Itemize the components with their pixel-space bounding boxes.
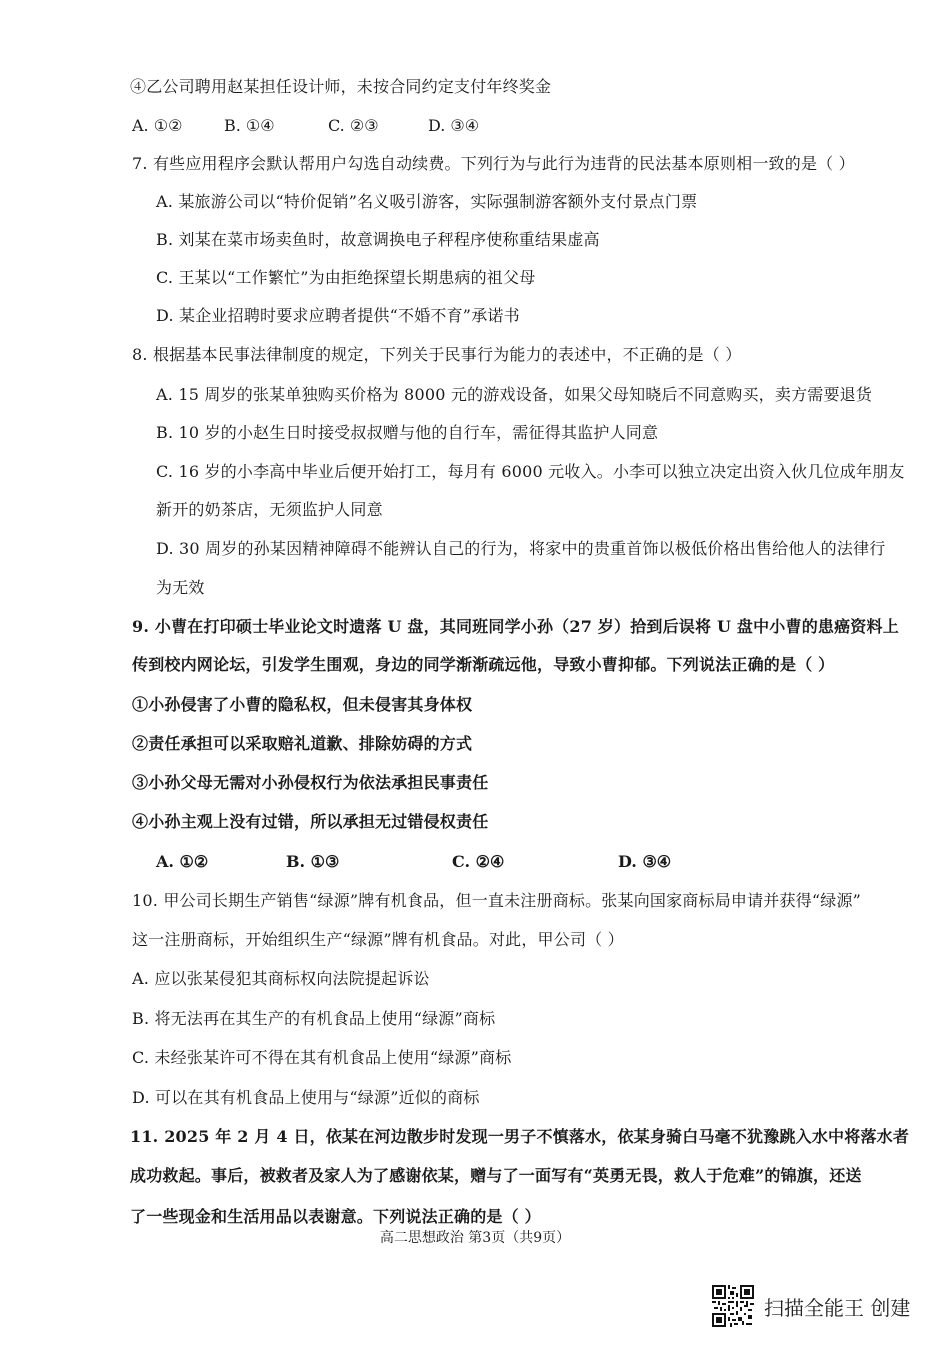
q9-option-d: D. ③④ xyxy=(618,852,672,871)
q9-stem-line1: 9. 小曹在打印硕士毕业论文时遗落 U 盘，其同班同学小孙（27 岁）拾到后误将 U 盘中小曹的患癌资料上 xyxy=(132,617,899,636)
q11-stem-line3: 了一些现金和生活用品以表谢意。下列说法正确的是（ ） xyxy=(130,1207,541,1226)
q10-option-a: A. 应以张某侵犯其商标权向法院提起诉讼 xyxy=(132,969,430,988)
q8-stem: 8. 根据基本民事法律制度的规定，下列关于民事行为能力的表述中，不正确的是（ ） xyxy=(132,345,742,364)
scanner-label: 扫描全能王 创建 xyxy=(764,1295,911,1320)
q9-stem-line2: 传到校内网论坛，引发学生围观，身边的同学渐渐疏远他，导致小曹抑郁。下列说法正确的是（ ） xyxy=(132,655,835,674)
q7-option-c: C. 王某以“工作繁忙”为由拒绝探望长期患病的祖父母 xyxy=(156,268,536,287)
q10-option-d: D. 可以在其有机食品上使用与“绿源”近似的商标 xyxy=(132,1088,480,1107)
q9-option-b: B. ①③ xyxy=(286,852,340,871)
q7-option-b: B. 刘某在菜市场卖鱼时，故意调换电子秤程序使称重结果虚高 xyxy=(156,230,600,249)
q7-option-a: A. 某旅游公司以“特价促销”名义吸引游客，实际强制游客额外支付景点门票 xyxy=(156,192,698,211)
q10-option-c: C. 未经张某许可不得在其有机食品上使用“绿源”商标 xyxy=(132,1048,512,1067)
q9-option-c: C. ②④ xyxy=(452,852,505,871)
q8-option-d-line2: 为无效 xyxy=(156,578,205,597)
q7-option-d: D. 某企业招聘时要求应聘者提供“不婚不育”承诺书 xyxy=(156,306,520,325)
q6-item-4: ④乙公司聘用赵某担任设计师，未按合同约定支付年终奖金 xyxy=(130,77,552,96)
q10-option-b: B. 将无法再在其生产的有机食品上使用“绿源”商标 xyxy=(132,1009,496,1028)
q8-option-a: A. 15 周岁的张某单独购买价格为 8000 元的游戏设备，如果父母知晓后不同意购买，卖方需要退货 xyxy=(156,385,873,404)
q8-option-c-line2: 新开的奶茶店，无须监护人同意 xyxy=(156,500,383,519)
q9-item-1: ①小孙侵害了小曹的隐私权，但未侵害其身体权 xyxy=(132,695,473,714)
qr-code-icon xyxy=(712,1285,754,1327)
q8-option-c-line1: C. 16 岁的小李高中毕业后便开始打工，每月有 6000 元收入。小李可以独立决定出资入伙几位成年朋友 xyxy=(156,462,905,481)
page-footer: 高二思想政治 第3页（共9页） xyxy=(379,1230,571,1246)
q9-item-3: ③小孙父母无需对小孙侵权行为依法承担民事责任 xyxy=(132,773,489,792)
q6-option-b: B. ①④ xyxy=(224,116,275,135)
q9-item-2: ②责任承担可以采取赔礼道歉、排除妨碍的方式 xyxy=(132,734,473,753)
q9-option-a: A. ①② xyxy=(156,852,209,871)
q6-option-a: A. ①② xyxy=(132,116,183,135)
q11-stem-line2: 成功救起。事后，被救者及家人为了感谢依某，赠与了一面写有“英勇无畏，救人于危难”的锦旗，还送 xyxy=(130,1166,862,1185)
q11-stem-line1: 11. 2025 年 2 月 4 日，依某在河边散步时发现一男子不慎落水，依某身骑白马毫不犹豫跳入水中将落水者 xyxy=(130,1127,910,1146)
q10-stem-line2: 这一注册商标，开始组织生产“绿源”牌有机食品。对此，甲公司（ ） xyxy=(132,930,624,949)
q6-option-d: D. ③④ xyxy=(428,116,480,135)
q7-stem: 7. 有些应用程序会默认帮用户勾选自动续费。下列行为与此行为违背的民法基本原则相一致的是（ ） xyxy=(132,154,855,173)
q8-option-d-line1: D. 30 周岁的孙某因精神障碍不能辨认自己的行为，将家中的贵重首饰以极低价格出售给他人的法律行 xyxy=(156,539,886,558)
q9-item-4: ④小孙主观上没有过错，所以承担无过错侵权责任 xyxy=(132,812,489,831)
q8-option-b: B. 10 岁的小赵生日时接受叔叔赠与他的自行车，需征得其监护人同意 xyxy=(156,423,659,442)
scanner-watermark xyxy=(712,1284,910,1328)
q10-stem-line1: 10. 甲公司长期生产销售“绿源”牌有机食品，但一直未注册商标。张某向国家商标局申请并获得“绿源” xyxy=(132,891,862,910)
q6-option-c: C. ②③ xyxy=(328,116,379,135)
